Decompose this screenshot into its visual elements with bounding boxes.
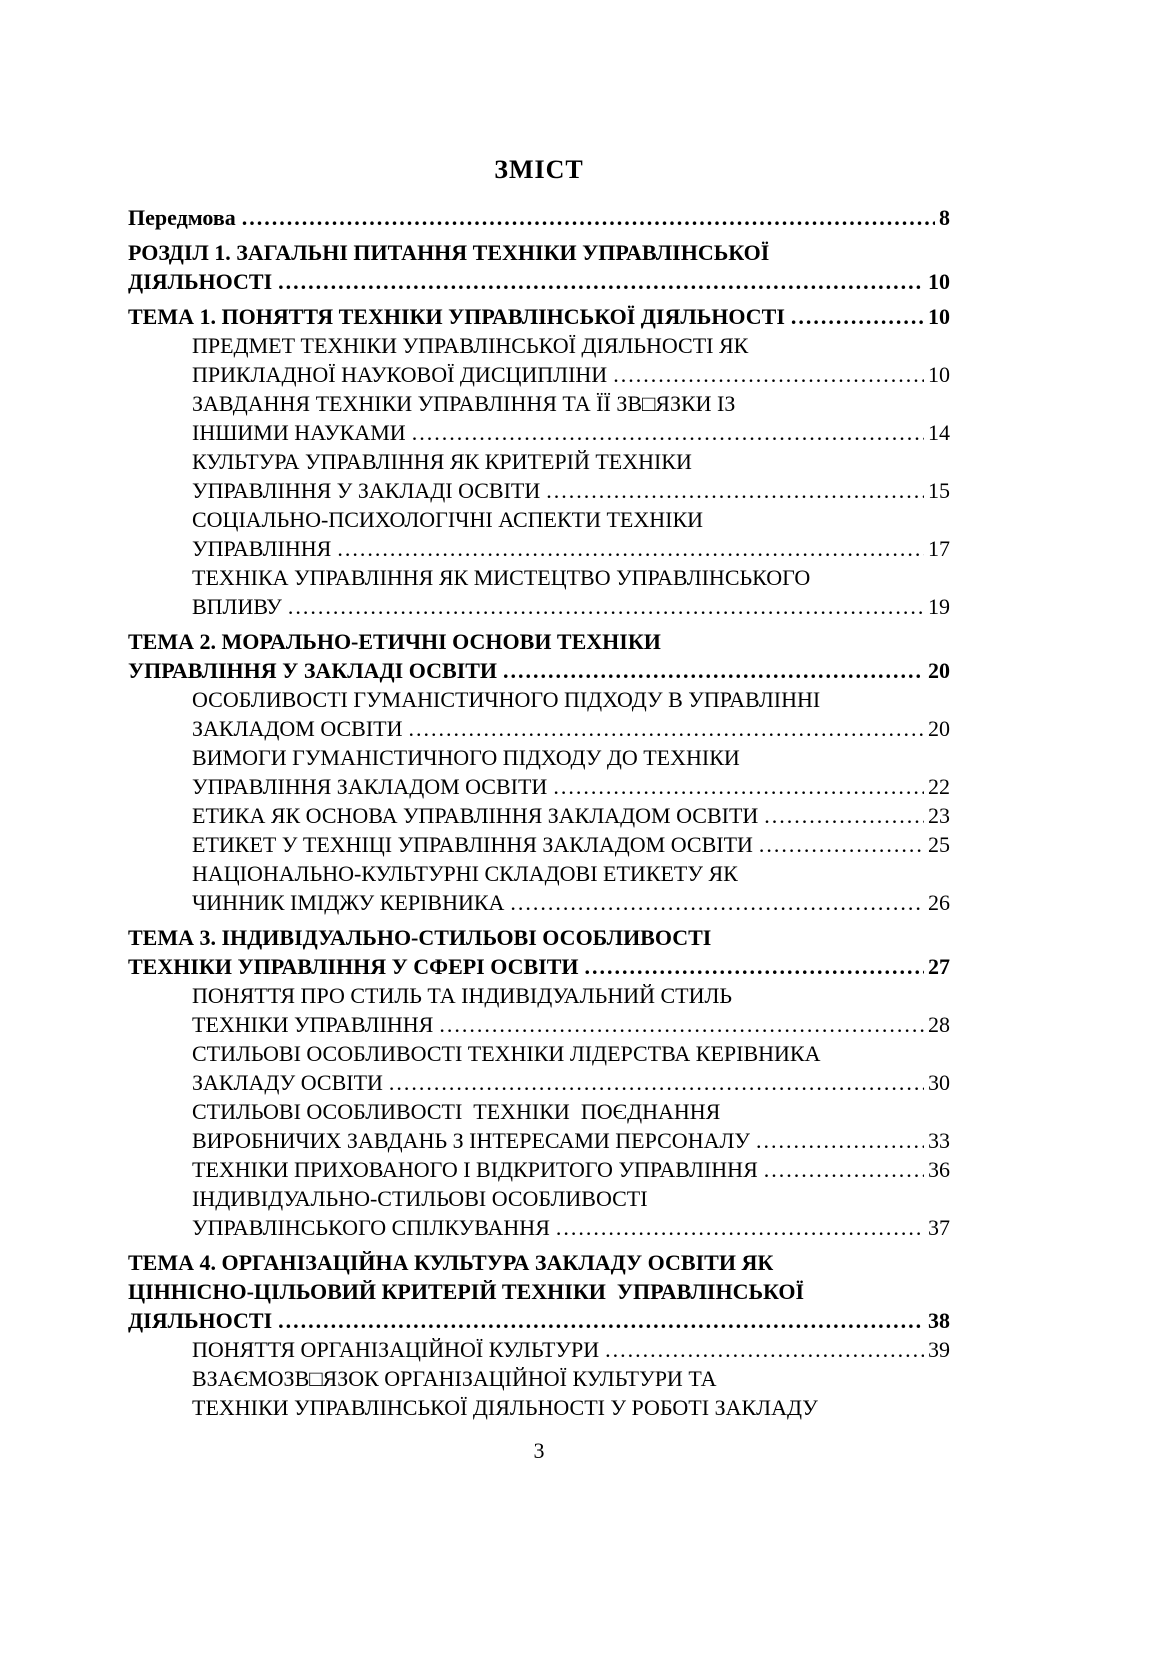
dot-leader bbox=[546, 476, 924, 505]
toc-entry-text: ЧИННИК ІМІДЖУ КЕРІВНИКА bbox=[192, 890, 505, 915]
toc-entry bbox=[128, 923, 950, 981]
toc-entry-text: УПРАВЛІННЯ У ЗАКЛАДІ ОСВІТИ bbox=[128, 658, 498, 683]
toc-entry bbox=[128, 563, 950, 621]
dot-leader bbox=[756, 1126, 924, 1155]
toc-entry-text: ТЕМА 4. ОРГАНІЗАЦІЙНА КУЛЬТУРА ЗАКЛАДУ ОСВІТИ ЯК bbox=[128, 1250, 774, 1275]
toc-entry bbox=[128, 743, 950, 801]
toc-entry-text: ЕТИКЕТ У ТЕХНІЦІ УПРАВЛІННЯ ЗАКЛАДОМ ОСВІТИ bbox=[192, 832, 753, 857]
toc-entry bbox=[128, 505, 950, 563]
toc-entry-text: ЗАКЛАДОМ ОСВІТИ bbox=[192, 716, 403, 741]
dot-leader bbox=[764, 801, 924, 830]
dot-leader bbox=[553, 772, 924, 801]
toc-entry-text: ПРИКЛАДНОЇ НАУКОВОЇ ДИСЦИПЛІНИ bbox=[192, 362, 608, 387]
toc-entry-text: ДІЯЛЬНОСТІ bbox=[128, 269, 273, 294]
dot-leader bbox=[556, 1213, 924, 1242]
toc-page-number: 10 bbox=[928, 362, 950, 387]
toc-entry bbox=[128, 1184, 950, 1242]
toc-entry-text: УПРАВЛІННЯ ЗАКЛАДОМ ОСВІТИ bbox=[192, 774, 548, 799]
toc-entry bbox=[128, 447, 950, 505]
toc-entry-text: СОЦІАЛЬНО-ПСИХОЛОГІЧНІ АСПЕКТИ ТЕХНІКИ bbox=[192, 507, 704, 532]
toc-page-number: 22 bbox=[928, 774, 950, 799]
toc-entry bbox=[128, 1364, 950, 1422]
toc-page-number: 25 bbox=[928, 832, 950, 857]
toc-page-number: 20 bbox=[928, 716, 950, 741]
dot-leader bbox=[389, 1068, 924, 1097]
toc-entry bbox=[128, 1097, 950, 1155]
toc-entry-text: ЦІННІСНО-ЦІЛЬОВИЙ КРИТЕРІЙ ТЕХНІКИ УПРАВЛІНСЬКОЇ bbox=[128, 1279, 805, 1304]
toc-entry bbox=[128, 1155, 950, 1184]
toc-entry-text: ТЕМА 1. ПОНЯТТЯ ТЕХНІКИ УПРАВЛІНСЬКОЇ ДІЯЛЬНОСТІ bbox=[128, 304, 785, 329]
toc-page-number: 27 bbox=[928, 954, 950, 979]
toc-entry bbox=[128, 389, 950, 447]
toc-entry bbox=[128, 302, 950, 331]
toc-entry-text: ЗАВДАННЯ ТЕХНІКИ УПРАВЛІННЯ ТА ЇЇ ЗВ□ЯЗКИ ІЗ bbox=[192, 391, 736, 416]
toc-entry-text: Передмова bbox=[128, 205, 236, 230]
toc-entry bbox=[128, 238, 950, 296]
dot-leader bbox=[759, 830, 924, 859]
toc-entry bbox=[128, 859, 950, 917]
toc-page-number: 37 bbox=[928, 1215, 950, 1240]
toc-entry-text: ЗАКЛАДУ ОСВІТИ bbox=[192, 1070, 383, 1095]
toc-entry-text: ВИМОГИ ГУМАНІСТИЧНОГО ПІДХОДУ ДО ТЕХНІКИ bbox=[192, 745, 740, 770]
dot-leader bbox=[337, 534, 924, 563]
toc-page-number: 17 bbox=[928, 536, 950, 561]
toc-page-number: 26 bbox=[928, 890, 950, 915]
toc-entry-text: ТЕХНІКИ ПРИХОВАНОГО І ВІДКРИТОГО УПРАВЛІННЯ bbox=[192, 1157, 758, 1182]
toc-entry-text: НАЦІОНАЛЬНО-КУЛЬТУРНІ СКЛАДОВІ ЕТИКЕТУ ЯК bbox=[192, 861, 738, 886]
toc-entry-text: ВИРОБНИЧИХ ЗАВДАНЬ З ІНТЕРЕСАМИ ПЕРСОНАЛУ bbox=[192, 1128, 750, 1153]
toc-page-number: 14 bbox=[928, 420, 950, 445]
toc-page-number: 36 bbox=[928, 1157, 950, 1182]
toc-entry bbox=[128, 1248, 950, 1335]
toc-entry-text: КУЛЬТУРА УПРАВЛІННЯ ЯК КРИТЕРІЙ ТЕХНІКИ bbox=[192, 449, 692, 474]
toc-page-number: 20 bbox=[928, 658, 950, 683]
toc-page-number: 39 bbox=[928, 1337, 950, 1362]
toc-page-number: 28 bbox=[928, 1012, 950, 1037]
page-content bbox=[128, 155, 950, 1465]
toc-entry bbox=[128, 627, 950, 685]
toc-entry-text: РОЗДІЛ 1. ЗАГАЛЬНІ ПИТАННЯ ТЕХНІКИ УПРАВЛІНСЬКОЇ bbox=[128, 240, 770, 265]
toc-entry bbox=[128, 331, 950, 389]
footer-page-number: 3 bbox=[533, 1438, 545, 1463]
toc-entry-text: УПРАВЛІННЯ У ЗАКЛАДІ ОСВІТИ bbox=[192, 478, 541, 503]
dot-leader bbox=[791, 302, 924, 331]
toc-entry-text: УПРАВЛІННЯ bbox=[192, 536, 332, 561]
toc-entry-text: СТИЛЬОВІ ОСОБЛИВОСТІ ТЕХНІКИ ПОЄДНАННЯ bbox=[192, 1099, 721, 1124]
dot-leader bbox=[439, 1010, 924, 1039]
toc-list bbox=[128, 203, 950, 1422]
toc-entry-text: ІНШИМИ НАУКАМИ bbox=[192, 420, 406, 445]
toc-entry-text: ІНДИВІДУАЛЬНО-СТИЛЬОВІ ОСОБЛИВОСТІ bbox=[192, 1186, 648, 1211]
toc-entry-text: ОСОБЛИВОСТІ ГУМАНІСТИЧНОГО ПІДХОДУ В УПРАВЛІННІ bbox=[192, 687, 821, 712]
toc-entry bbox=[128, 830, 950, 859]
dot-leader bbox=[613, 360, 924, 389]
toc-entry bbox=[128, 801, 950, 830]
dot-leader bbox=[412, 418, 924, 447]
toc-entry-text: ТЕМА 3. ІНДИВІДУАЛЬНО-СТИЛЬОВІ ОСОБЛИВОСТІ bbox=[128, 925, 712, 950]
toc-page-number: 30 bbox=[928, 1070, 950, 1095]
dot-leader bbox=[278, 267, 924, 296]
dot-leader bbox=[503, 656, 924, 685]
toc-entry-text: ЕТИКА ЯК ОСНОВА УПРАВЛІННЯ ЗАКЛАДОМ ОСВІТИ bbox=[192, 803, 759, 828]
toc-page-number: 15 bbox=[928, 478, 950, 503]
toc-entry-text: УПРАВЛІНСЬКОГО СПІЛКУВАННЯ bbox=[192, 1215, 550, 1240]
toc-entry-text: ТЕХНІКИ УПРАВЛІННЯ У СФЕРІ ОСВІТИ bbox=[128, 954, 579, 979]
toc-entry bbox=[128, 685, 950, 743]
toc-page-number: 38 bbox=[928, 1308, 950, 1333]
toc-entry-text: ТЕХНІКИ УПРАВЛІНСЬКОЇ ДІЯЛЬНОСТІ У РОБОТІ ЗАКЛАДУ bbox=[192, 1395, 818, 1420]
toc-page-number: 10 bbox=[928, 304, 950, 329]
toc-entry-text: ДІЯЛЬНОСТІ bbox=[128, 1308, 273, 1333]
toc-page-number: 33 bbox=[928, 1128, 950, 1153]
toc-entry bbox=[128, 981, 950, 1039]
dot-leader bbox=[278, 1306, 924, 1335]
toc-entry bbox=[128, 203, 950, 232]
toc-page-number: 23 bbox=[928, 803, 950, 828]
toc-page-number: 10 bbox=[928, 269, 950, 294]
toc-page-number: 8 bbox=[939, 205, 950, 230]
dot-leader bbox=[605, 1335, 924, 1364]
dot-leader bbox=[242, 203, 935, 232]
toc-entry-text: ВЗАЄМОЗВ□ЯЗОК ОРГАНІЗАЦІЙНОЇ КУЛЬТУРИ ТА bbox=[192, 1366, 717, 1391]
toc-entry-text: ТЕХНІКИ УПРАВЛІННЯ bbox=[192, 1012, 434, 1037]
toc-entry-text: ПОНЯТТЯ ПРО СТИЛЬ ТА ІНДИВІДУАЛЬНИЙ СТИЛЬ bbox=[192, 983, 733, 1008]
dot-leader bbox=[585, 952, 924, 981]
toc-entry bbox=[128, 1335, 950, 1364]
page-title: ЗМІСТ bbox=[494, 155, 584, 184]
dot-leader bbox=[409, 714, 924, 743]
toc-entry-text: ПРЕДМЕТ ТЕХНІКИ УПРАВЛІНСЬКОЇ ДІЯЛЬНОСТІ ЯК bbox=[192, 333, 749, 358]
dot-leader bbox=[764, 1155, 924, 1184]
toc-entry-text: ПОНЯТТЯ ОРГАНІЗАЦІЙНОЇ КУЛЬТУРИ bbox=[192, 1337, 600, 1362]
toc-entry-text: ТЕХНІКА УПРАВЛІННЯ ЯК МИСТЕЦТВО УПРАВЛІНСЬКОГО bbox=[192, 565, 811, 590]
toc-entry bbox=[128, 1039, 950, 1097]
toc-page-number: 19 bbox=[928, 594, 950, 619]
toc-entry-text: ТЕМА 2. МОРАЛЬНО-ЕТИЧНІ ОСНОВИ ТЕХНІКИ bbox=[128, 629, 661, 654]
dot-leader bbox=[510, 888, 924, 917]
toc-entry-text: СТИЛЬОВІ ОСОБЛИВОСТІ ТЕХНІКИ ЛІДЕРСТВА КЕРІВНИКА bbox=[192, 1041, 821, 1066]
dot-leader bbox=[288, 592, 924, 621]
toc-entry-text: ВПЛИВУ bbox=[192, 594, 282, 619]
